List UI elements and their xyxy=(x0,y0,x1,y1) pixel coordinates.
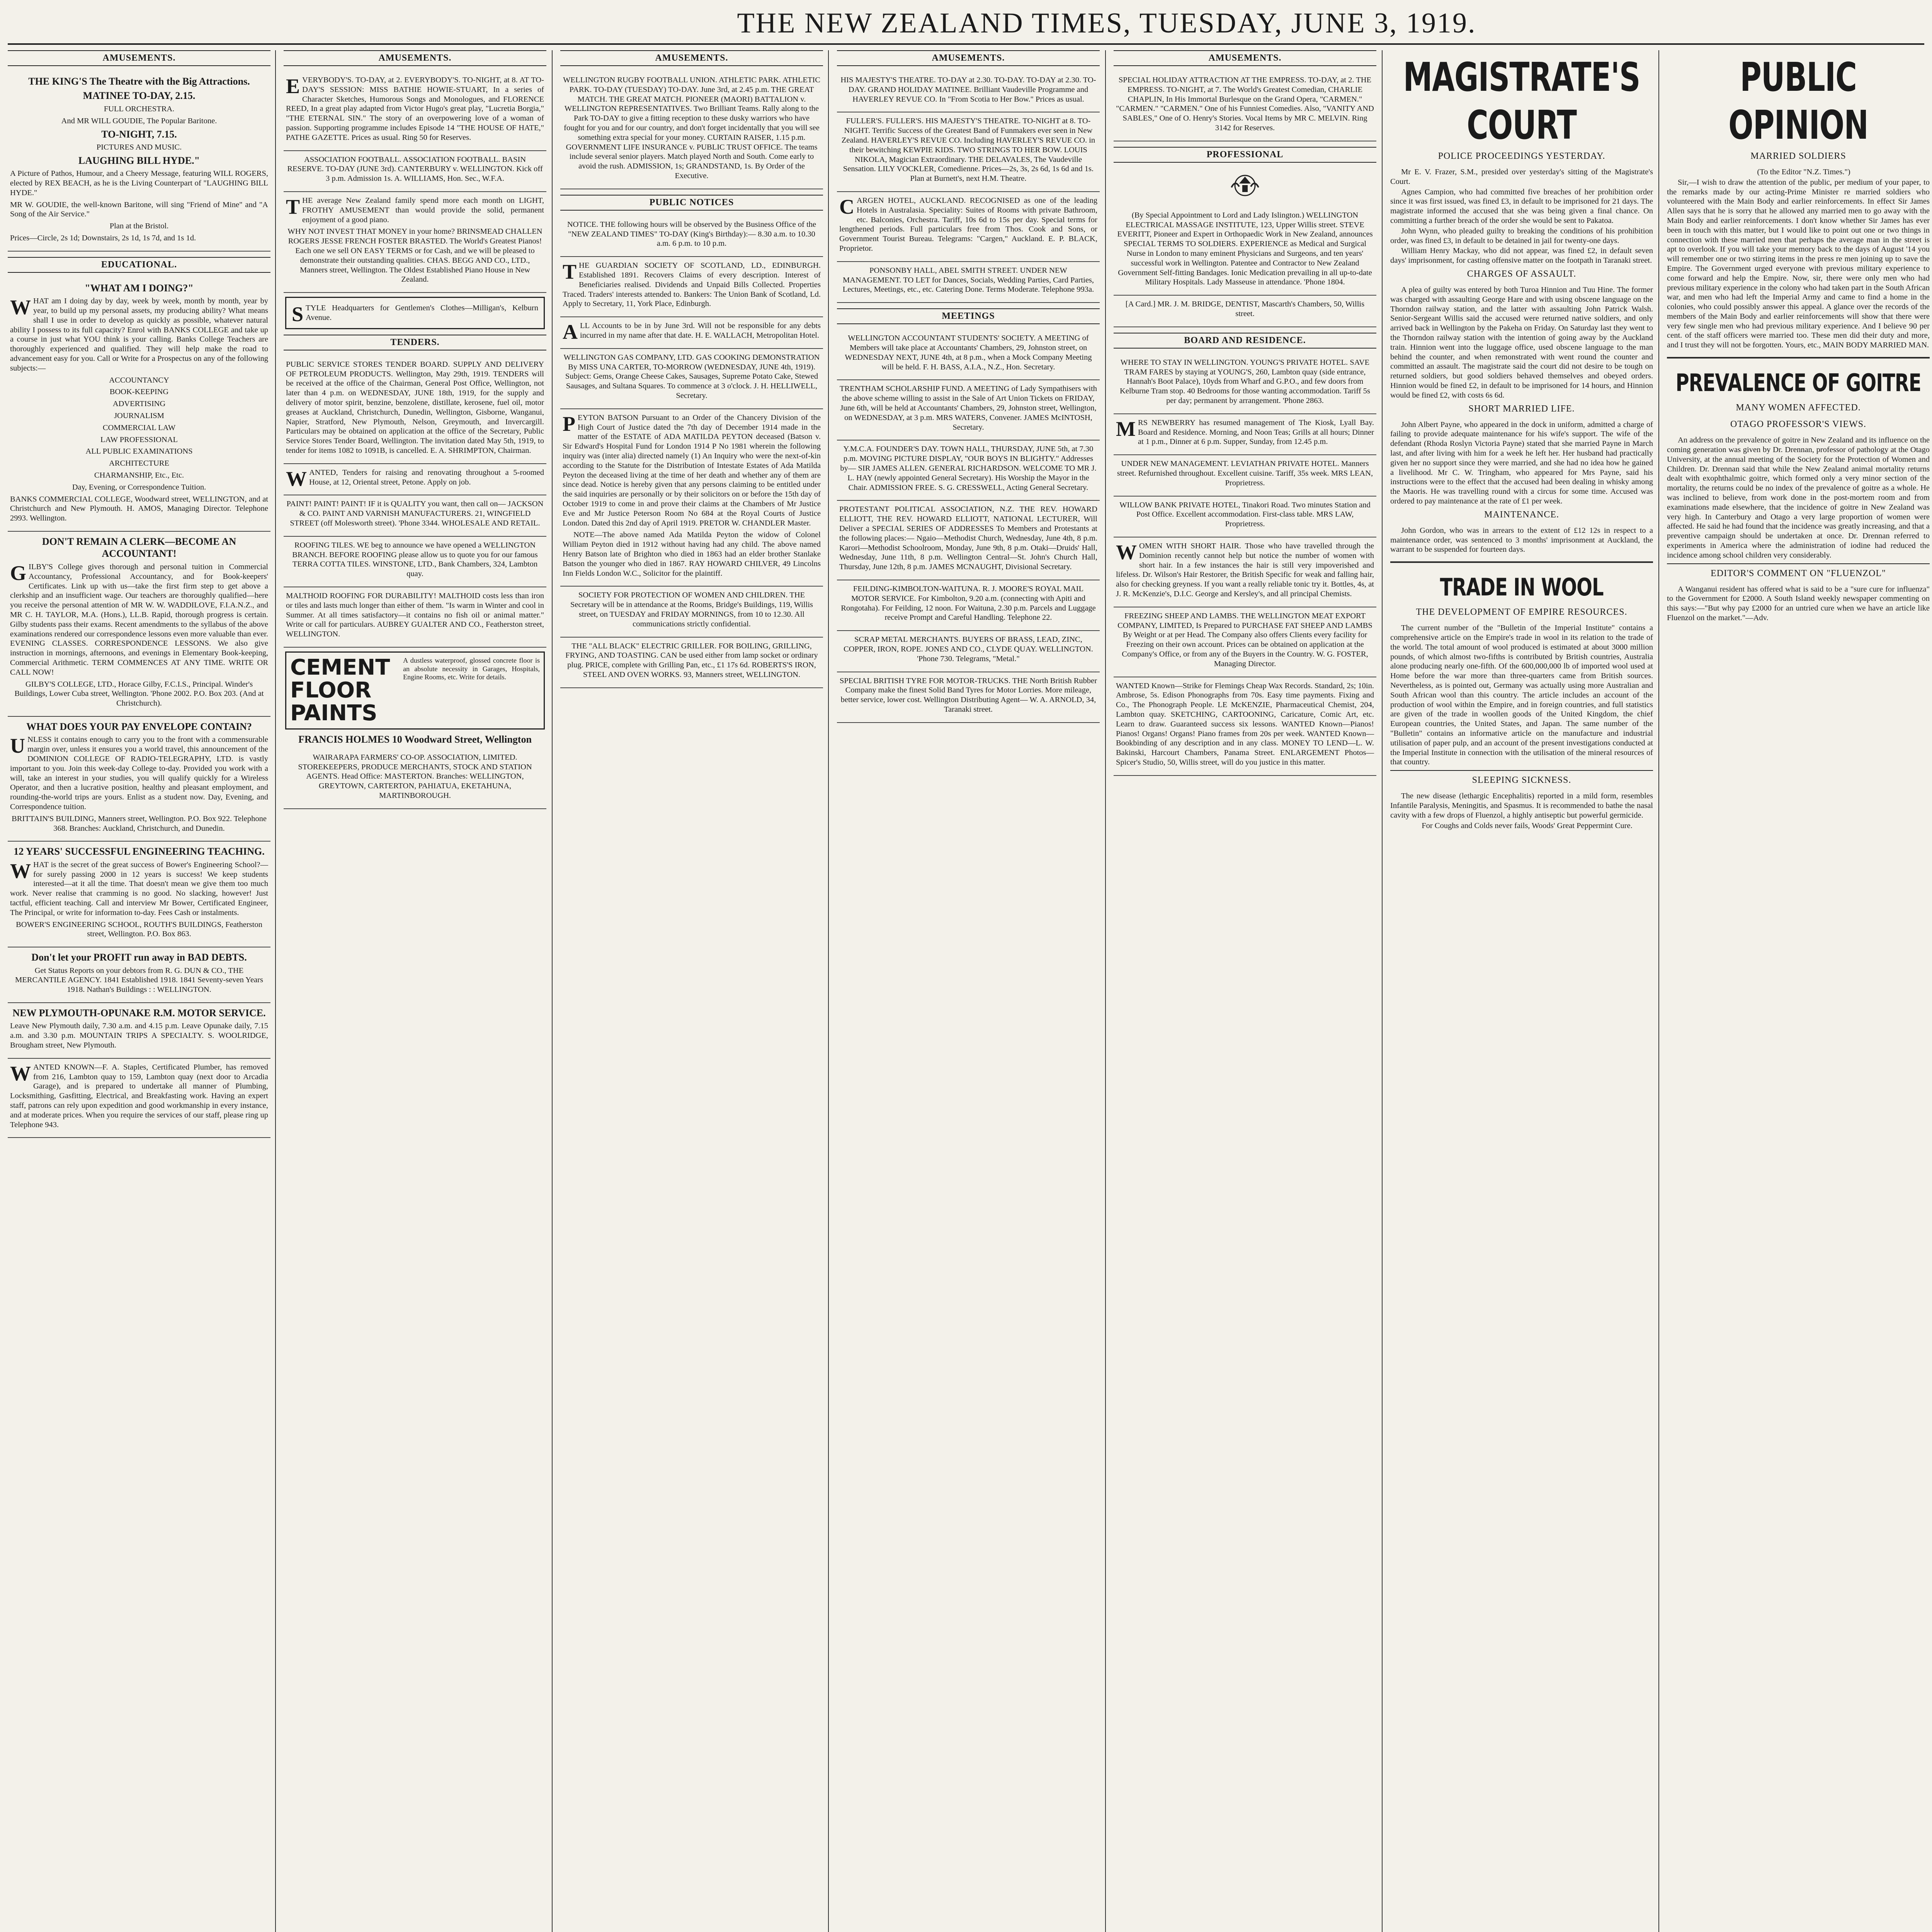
ad-text: NOTICE. THE following hours will be observed by the Business Office of the "NEW ZEALAND TIMES" TO-DAY (King's Birthday):— 8.30 a.m. to 10.30 a.m. 6 p.m. to 10 p.m. xyxy=(567,220,816,248)
article-subheading: THE DEVELOPMENT OF EMPIRE RESOURCES. xyxy=(1416,607,1628,617)
article-subheading: SHORT MARRIED LIFE. xyxy=(1468,403,1575,414)
cement-text: A dustless waterproof, glossed concrete floor is an absolute necessity in Garages, Hospitals, Engine Rooms, etc. Write for details. xyxy=(403,656,540,681)
guardian-society-ad xyxy=(560,257,823,317)
ad-text: FEILDING-KIMBOLTON-WAITUNA. R. J. MOORE'S ROYAL MAIL MOTOR SERVICE. For Kimbolton, 9.20 a.m. (connecting with Apiti and Rongotaha). For Feilding, 12 noon. For Waituna, 2.30 p.m. Parcels and Luggage receive Prompt and Careful Handling. Telephone 22. xyxy=(841,584,1096,622)
article-subheading: MAINTENANCE. xyxy=(1484,509,1559,520)
motor-service-ad xyxy=(8,1003,270,1059)
ad-text: SOCIETY FOR PROTECTION OF WOMEN AND CHILDREN. THE Secretary will be in attendance at the Rooms, Bridge's Buildings, 119, Willis street, on TUESDAY and FRIDAY MORNINGS, from 10 to 12.30. All communications strictly confidential. xyxy=(570,591,813,628)
ad-line: MATINEE TO-DAY, 2.15. xyxy=(83,90,196,102)
ad-text: WELLINGTON GAS COMPANY, LTD. GAS COOKING DEMONSTRATION By MISS UNA CARTER, TO-MORROW (WEDNESDAY, JUNE 4th, 1919). Subject: Gems, Orange Cheese Cakes, Sausages, Supreme Potato Cake, Stewed Sausages, and Sultana Squares. To commence at 3 o'clock. J. H. HELLIWELL, Secretary. xyxy=(563,353,820,400)
bowers-school-ad xyxy=(8,842,270,947)
ad-text: HIS MAJESTY'S THEATRE. TO-DAY at 2.30. TO-DAY. TO-DAY at 2.30. TO-DAY. GRAND HOLIDAY MATINEE. Brilliant Vaudeville Programme and HAVERLEY REVUE CO. In "From Scotia to Her Bow." Prices as usual. xyxy=(840,76,1096,104)
trentham-fund-notice xyxy=(837,380,1100,440)
roofing-tiles-ad xyxy=(284,537,546,587)
piano-ad xyxy=(284,192,546,293)
newspaper-title: THE NEW ZEALAND TIMES, TUESDAY, JUNE 3, 1919. xyxy=(737,7,1476,39)
ad-text: ASSOCIATION FOOTBALL. ASSOCIATION FOOTBALL. BASIN RESERVE. TO-DAY (JUNE 3rd). CANTERBURY v. WELLINGTON. Kick off 3 p.m. Admission 1s. A. WILLIAMS, Hon. Sec., W.F.A. xyxy=(287,155,543,183)
ad-text: WELLINGTON ACCOUNTANT STUDENTS' SOCIETY. A MEETING of Members will take place at Accountants' Chambers, 29, Johnston street, on WEDNESDAY NEXT, JUNE 4th, at 8 p.m., when a Mock Company Meeting will be held. F. H. BASS, A.I.A., N.Z., Hon. Secretary. xyxy=(845,334,1092,371)
ad-heading: 12 YEARS' SUCCESSFUL ENGINEERING TEACHING. xyxy=(14,846,265,857)
malthoid-ad xyxy=(284,587,546,648)
small-ads xyxy=(1114,677,1376,776)
ad-line: And MR WILL GOUDIE, The Popular Baritone. xyxy=(61,116,217,125)
accountant-society-notice xyxy=(837,330,1100,380)
column-divider xyxy=(552,50,553,1932)
subject-item: ADVERTISING xyxy=(112,400,166,408)
ad-text: WHAT am I doing day by day, week by week, month by month, year by year, to build up my personal assets, my producing ability? What means shall I use in order to develop as quickly as possible, whatever natural ability I possess to its full capacity? Enrol with BANKS COLLEGE and take up a course in just what YOU think is your calling. Banks College Teachers are thoroughly experienced and qualified. They will help make the road to advancement easy for you. Call or Write for a Prospectus on any of the following subjects:— xyxy=(10,296,268,372)
article-subheading: CHARGES OF ASSAULT. xyxy=(1467,269,1577,279)
masthead-rule xyxy=(8,43,1924,45)
subject-item: CHARMANSHIP, Etc., Etc. xyxy=(94,471,184,480)
article-subheading: OTAGO PROFESSOR'S VIEWS. xyxy=(1730,419,1867,430)
notice-ad xyxy=(560,216,823,257)
rugby-ad xyxy=(560,71,823,189)
ad-line: A Picture of Pathos, Humour, and a Cheery Message, featuring WILL ROGERS, elected by REX BEACH, as he is the Living Counterpart of "LAUGHING BILL HYDE." xyxy=(10,169,268,197)
column-divider xyxy=(1105,50,1106,1932)
ad-address: BANKS COMMERCIAL COLLEGE, Woodward street, WELLINGTON, and at Christchurch and New Plymouth. H. AMOS, Managing Director. Telephone 2993. Wellington. xyxy=(10,495,268,523)
column-divider xyxy=(828,50,829,1932)
column-5 xyxy=(1114,50,1376,1932)
ad-text: WELLINGTON RUGBY FOOTBALL UNION. ATHLETIC PARK. ATHLETIC PARK. TO-DAY (TUESDAY) TO-DAY. June 3rd, at 2.45 p.m. THE GREAT MATCH. THE GREAT MATCH. PIONEER (MAORI) BATTALION v. WELLINGTON REPRESENTATIVES. Two Brilliant Teams. Rally along to the Park TO-DAY to give a fitting reception to these dusky warriors who have fought for you and for our country, and don't forget incidentally that you will see something extra special for your money. CURTAIN RAISER, 1.15 p.m. GOVERNMENT LIFE INSURANCE v. PUBLIC TRUST OFFICE. The teams include several senior players. Match played North and South. Come early to avoid the rush. ADMISSION, 1s; GRANDSTAND, 1s. By Order of the Executive. xyxy=(563,76,820,180)
column-divider xyxy=(1658,50,1659,1932)
ad-text: PONSONBY HALL, ABEL SMITH STREET. UNDER NEW MANAGEMENT. TO LET for Dances, Socials, Wedding Parties, Card Parties, Lectures, Meetings, etc., etc. Catering Done. Terms Moderate. Telephone 993a. xyxy=(842,266,1094,294)
article-paragraph: Agnes Campion, who had committed five breaches of her prohibition order since it was first issued, was fined £3, in default to be imprisoned for 21 days. The magistrate informed the accused that she was being given a final chance. On committing a further breach of the order she would be sent to Pakatoa. xyxy=(1390,187,1653,225)
ad-text: WHAT is the secret of the great success of Bower's Engineering School?—for surely passing 2000 in 12 years is success! We keep students interested—at it all the time. That doesn't mean we give them too much work. Never realise that cramming is no good. No slacking, however! Just tactful, efficient teaching. Call and interview Mr Bower, Certificated Engineer, The Principal, or write for information to-day. Fees Cash or instalments. xyxy=(10,859,268,917)
subject-item: ARCHITECTURE xyxy=(109,459,170,468)
ad-text: WANTED Known—Strike for Flemings Cheap Wax Records. Standard, 2s; 10in. Ambrose, 5s. Edison Phonographs from 70s. Easy time payments. Fixing and Co., The Phonograph People. LE McKENZIE, Pharmaceutical Chemist, 204, Lambton quay. SKETCHING, CARTOONING, Caricature, Comic Art, etc. Learn to draw. Guaranteed success six lessons. WANTED Known—Pianos! Pianos! Organs! Organs! Piano frames from 20s per week. WANTED Known—Bookbinding of any description and in any class. MONEY TO LEND—L. W. Bakinski, Harcourt Chambers, Panama Street. ENLARGEMENT Photos—Spicer's Studio, 50, Willis street, will do you justice in this matter. xyxy=(1116,681,1374,767)
ad-text: WILLOW BANK PRIVATE HOTEL, Tinakori Road. Two minutes Station and Post Office. Excellent accommodation. First-class table. MRS LAW, Proprietress. xyxy=(1119,500,1371,529)
ad-heading: DON'T REMAIN A CLERK—BECOME AN ACCOUNTANT! xyxy=(42,536,236,560)
ad-text: GILBY'S College gives thorough and personal tuition in Commercial Accountancy, Professional Accountancy, and for Book-keepers' Certificates. Link up with us—take the first firm step to get above a clerkship and an insufficient wage. Our teachers are thoroughly qualified—here you receive the personal attention of MR W. W. WADDILOVE, F.I.A.N.Z., and MR C. H. TAYLOR, M.A. (Hons.), LL.B. Rapid, thorough progress is certain. Gilby students pass their exams. Recent amendments to the syllabus of the above examinations rendered our correspondence lessons even more valuable than ever. EVENING CLASSES. CORRESPONDENCE LESSONS. We also give instruction in mornings, afternoons, and evenings in Elementary Book-keeping, Commercial Arithmetic. TERM COMMENCES AT ANY TIME. WRITE OR CALL NOW! xyxy=(10,561,268,677)
ad-heading: WHAT DOES YOUR PAY ENVELOPE CONTAIN? xyxy=(26,721,252,732)
section-heading: AMUSEMENTS. xyxy=(837,50,1100,66)
ad-heading: NEW PLYMOUTH-OPUNAKE R.M. MOTOR SERVICE. xyxy=(12,1007,266,1019)
article-paragraph: The new disease (lethargic Encephalitis) reported in a mild form, resembles Infantile Paralysis, Meningitis, and Spasmus. It is recommended to bathe the nasal cavity with a few drops of Fluenzol, a highly antiseptic but powerful germicide. xyxy=(1390,792,1653,820)
ad-text: [A Card.] MR. J. M. BRIDGE, DENTIST, Mascarth's Chambers, 50, Willis street. xyxy=(1125,300,1365,318)
empress-ad xyxy=(1114,71,1376,141)
letter-address: (To the Editor "N.Z. Times.") xyxy=(1757,167,1850,176)
masthead xyxy=(0,0,1932,43)
griller-ad xyxy=(560,638,823,688)
article-paragraph: The current number of the "Bulletin of the Imperial Institute" contains a comprehensive article on the Empire's trade in wool in its relation to the trade of the world. The total amount of wool produced is estimated at about 3000 million pounds, of which almost two-fifths is contributed by British countries, Australia alone producing nearly one-fifth. Of the 600,000,000 lb of imported wool used at Home before the war more than three-quarters came from British sources. Nevertheless, as is pointed out, Germany was actually using more Australian and South African wool than this country. The article includes an account of the production of wool within the Empire, and in foreign countries, and full statistics are given of the trade in woollen goods of the United Kingdom, the chief European countries, the United States, and Japan. The same number of the "Bulletin" contains an informative article on the manufacture and industrial utilisation of paper pulp, and an account of the present investigations conducted at the Imperial Institute in connection with the utilisation of the mineral resources of that country. xyxy=(1390,624,1653,767)
ad-line: TO-NIGHT, 7.15. xyxy=(101,128,177,140)
youngs-hotel-ad xyxy=(1114,354,1376,414)
protestant-association-notice xyxy=(837,501,1100,580)
subject-item: LAW PROFESSIONAL xyxy=(100,435,178,444)
ad-text: FREEZING SHEEP AND LAMBS. THE WELLINGTON MEAT EXPORT COMPANY, LIMITED, Is Prepared to PURCHASE FAT SHEEP AND LAMBS By Weight or at per Head. The Company also offers Clients every facility for Freezing on their own account. Prices can be obtained on application at the Company's Office, or from any of the Buyers in the Country. W. G. FOSTER, Managing Director. xyxy=(1117,611,1372,668)
section-heading: PUBLIC NOTICES xyxy=(560,195,823,211)
ad-address: BRITTAIN'S BUILDING, Manners street, Wellington. P.O. Box 922. Telephone 368. Branches: Auckland, Christchurch, and Dunedin. xyxy=(12,814,267,833)
article-paragraph: John Wynn, who pleaded guilty to breaking the conditions of his prohibition order, was fined £3, in default to be detained in jail for twenty-one days. xyxy=(1390,226,1653,245)
gas-company-ad xyxy=(560,349,823,409)
ad-line: MR W. GOUDIE, the well-known Baritone, will sing "Friend of Mine" and "A Song of the Air Service." xyxy=(10,200,268,219)
section-heading: AMUSEMENTS. xyxy=(8,50,270,66)
mail-service-ad xyxy=(837,580,1100,631)
ad-line: FULL ORCHESTRA. xyxy=(104,104,175,113)
massage-institute-ad xyxy=(1114,207,1376,296)
ad-text: PUBLIC SERVICE STORES TENDER BOARD. SUPPLY AND DELIVERY OF PETROLEUM PRODUCTS. Wellington, May 29th, 1919. TENDERS will be received at the office of the Chairman, General Post Office, Wellington, not later than 4 p.m. on WEDNESDAY, JUNE 18th, 1919, for the supply and delivery of motor spirit, benzine, benzolene, distillate, kerosene, fuel oil, motor greases at Auckland, Christchurch, Dunedin, Wellington, Gisborne, Wanganui, Napier, Stratford, New Plymouth, Nelson, Greymouth, and Invercargill. Particulars may be obtained on application at the office of the Secretary, Public Service Stores Tender Board, Wellington. The invitation dated May 5th, 1919, to tender for items 1082 to 1091B, is cancelled. E. A. SHRIMPTON, Chairman. xyxy=(286,360,544,455)
ad-text: ROOFING TILES. WE beg to announce we have opened a WELLINGTON BRANCH. BEFORE ROOFING please allow us to quote you for our famous TERRA COTTA TILES. WINSTONE, LTD., Bank Chambers, 324, Lambton quay. xyxy=(292,541,538,578)
cement-paint-ad xyxy=(285,651,545,730)
ad-text: WOMEN WITH SHORT HAIR. Those who have travelled through the Dominion recently cannot help but notice the number of women with short hair. In a few instances the hair is still very impoverished and lifeless. Dr. Wilson's Hair Restorer, the British Specific for weak and falling hair, also for checking greyness. If you want a really reliable tonic try it. Bottles, 4s, at J. R. McKenzie's, D.I.C. George and Kersley's, and all principal Chemists. xyxy=(1116,541,1374,598)
ad-address: BOWER'S ENGINEERING SCHOOL, ROUTH'S BUILDINGS, Featherston street, Wellington. P.O. Box 863. xyxy=(16,920,262,939)
willow-bank-ad xyxy=(1114,497,1376,537)
style-ad xyxy=(285,297,545,329)
column-divider xyxy=(275,50,276,1932)
radio-college-ad xyxy=(8,717,270,842)
ad-line: Prices—Circle, 2s 1d; Downstairs, 2s 1d, 1s 7d, and 1s 1d. xyxy=(10,234,196,243)
article-paragraph: For Coughs and Colds never fails, Woods' Great Peppermint Cure. xyxy=(1422,821,1633,830)
ad-text: (By Special Appointment to Lord and Lady Islington.) WELLINGTON ELECTRICAL MASSAGE INSTITUTE, 123, Upper Willis street. STEVE EVERITT, Pioneer and Expert in Orthopaedic Work in New Zealand, announces SPECIAL TERMS TO SOLDIERS. EXPERIENCE as Medical and Surgical Nurse in London to many eminent Physicians and Surgeons, and ten years' successful work in Wellington. Patentee and Contractor to New Zealand Government Self-fitting Bandages. Ionic Medication prevailing in all up-to-date Military Hospitals. Lady Masseuse in attendance. 'Phone 1804. xyxy=(1117,211,1373,287)
cement-address: FRANCIS HOLMES 10 Woodward Street, Wellington xyxy=(298,734,532,745)
ad-heading: "WHAT AM I DOING?" xyxy=(85,282,194,294)
scrap-metal-ad xyxy=(837,631,1100,672)
ad-text: Leave New Plymouth daily, 7.30 a.m. and 4.15 p.m. Leave Opunake daily, 7.15 a.m. and 3.30 p.m. MOUNTAIN TRIPS A SPECIALTY. S. WOOLRIDGE, Brougham street, New Plymouth. xyxy=(10,1022,268,1050)
section-heading: TENDERS. xyxy=(284,335,546,350)
article-paragraph: A plea of guilty was entered by both Turoa Hinnion and Tuu Hine. The former was charged with assaulting George Hare and with using obscene language on the Thorndon railway station, and the latter with assaulting John Patrick Walsh. Senior-Sergeant Willis said the accused were returned native soldiers, and only arrived back in Wellington by the Pakeha on Friday. On Saturday last they went to the Thorndon railway station with the intention of going away by the Auckland train. Hinnion went into the luggage office, used obscene language to the man behind the counter, and when remonstrated with went round the counter and committed an assault. The magistrate said the court did not desire to be tough on returned soldiers, but good soldiers behaved themselves and obeyed orders. Hinnion would be fined £2, in default to be imprisoned for 14 hours, and Hinnion would be fined £2, with costs 6s 6d. xyxy=(1390,285,1653,400)
ymca-notice xyxy=(837,440,1100,501)
section-heading: PROFESSIONAL xyxy=(1114,147,1376,163)
kiosk-ad xyxy=(1114,414,1376,455)
article-subheading: MARRIED SOLDIERS xyxy=(1750,151,1846,161)
ad-text: MALTHOID ROOFING FOR DURABILITY! MALTHOID costs less than iron or tiles and lasts much longer than either of them. "Is warm in Winter and cool in Summer. At all times satisfactory—it contains no fish oil or animal matter." Write or call for particulars. AUBREY GUALTER AND CO., Featherston street, WELLINGTON. xyxy=(286,591,544,639)
ad-line: PICTURES AND MUSIC. xyxy=(96,143,182,151)
cement-heading: CEMENT FLOOR PAINTS xyxy=(290,655,390,726)
society-notice xyxy=(560,587,823,637)
public-opinion-heading: PUBLIC OPINION xyxy=(1728,54,1868,148)
ad-text: ALL Accounts to be in by June 3rd. Will not be responsible for any debts incurred in my name after that date. H. E. WALLACH, Metropolitan Hotel. xyxy=(563,320,821,344)
ad-text: EVERYBODY'S. TO-DAY, at 2. EVERYBODY'S. TO-NIGHT, at 8. AT TO-DAY'S SESSION: MISS BATHIE HOWIE-STUART, In a series of Character Sketches, Humorous Songs and Monologues, and FLORENCE REED, In a great play adapted from Victor Hugo's great play, "Lucretia Borgia," "THE ETERNAL SIN." The story of an overpowering love of a woman of passion. Supporting programme includes Episode 14 "THE HOUSE OF HATE," PATHE GAZETTE. Prices as usual. Ring 50 for Reserves. xyxy=(286,75,544,142)
ad-text: WANTED, Tenders for raising and renovating throughout a 5-roomed House, at 12, Oriental street, Petone. Apply on job. xyxy=(286,467,544,490)
section-heading: AMUSEMENTS. xyxy=(1114,50,1376,66)
ad-text: WAIRARAPA FARMERS' CO-OP. ASSOCIATION, LIMITED. STOREKEEPERS, PRODUCE MERCHANTS, STOCK AND STATION AGENTS. Head Office: MASTERTON. Branches: WELLINGTON, GREYTOWN, CARTERTON, PAHIATUA, EKETAHUNA, MARTINBOROUGH. xyxy=(298,753,532,800)
ad-text: SPECIAL HOLIDAY ATTRACTION AT THE EMPRESS. TO-DAY, at 2. THE EMPRESS. TO-NIGHT, at 7. The World's Greatest Comedian, CHARLIE CHAPLIN, In His Immortal Burlesque on the Grand Opera, "CARMEN." "CARMEN." "CARMEN." One of his Funniest Comedies. Also, "VANITY AND SABLES," One of O. Henry's Stories. Vocal Items by MR C. MELVIN. Ring 3142 for Reserves. xyxy=(1116,76,1374,133)
wairarapa-ad xyxy=(284,749,546,809)
trade-in-wool-heading: TRADE IN WOOL xyxy=(1390,561,1653,602)
ad-text: THE GUARDIAN SOCIETY OF SCOTLAND, LD., EDINBURGH. Established 1891. Recovers Claims of every description. Interest of Beneficiaries realised. Dividends and Unpaid Bills Collected. Properties Traced. Traders' interests attended to. Bankers: The Union Bank of Scotland, Ld. Apply to Secretary, 11, York Place, Edinburgh. xyxy=(563,260,821,308)
column-1 xyxy=(8,50,270,1932)
ad-text: NOTE—The above named Ada Matilda Peyton the widow of Colonel William Peyton died in 1912 without having had any child. The above named Henry Batson late of Brighton who died in 1863 had an elder brother Stanlake Batson the younger who died in 1867. RAY HOWARD CHILVER, 49 Lincolns Inn Fields London W.C., Solicitor for the plaintiff. xyxy=(563,531,821,578)
ad-text: TRENTHAM SCHOLARSHIP FUND. A MEETING of Lady Sympathisers with the above scheme willing to assist in the Sale of Art Union Tickets on FRIDAY, June 6th, will be held at Accountants' Chambers, 29, Johnston street, Wellington, on WEDNESDAY, at 3 p.m. MRS WATERS, Convener. JAMES McINTOSH, Secretary. xyxy=(839,384,1097,432)
article-subheading: POLICE PROCEEDINGS YESTERDAY. xyxy=(1438,151,1605,161)
ad-text: THE "ALL BLACK" ELECTRIC GRILLER. FOR BOILING, GRILLING, FRYING, AND TOASTING. CAN be used either from lamp socket or ordinary plug. PRICE, complete with Grilling Pan, etc., £1 17s 6d. ROBERTS'S IRON, STEEL AND OVEN WORKS. 93, Manners street, WELLINGTON. xyxy=(565,641,818,679)
ad-text: Get Status Reports on your debtors from R. G. DUN & CO., THE MERCANTILE AGENCY. 1841 Established 1918. 1841 Seventy-seven Years 1918. Nathan's Buildings : : WELLINGTON. xyxy=(15,966,263,994)
ad-text: CARGEN HOTEL, AUCKLAND. RECOGNISED as one of the leading Hotels in Australasia. Speciality: Suites of Rooms with private Bathroom, etc. Balconies, Orchestra. Tariff, 10s 6d to 15s per day. Special terms for lengthened periods. Full particulars free from Thos. Cook and Sons, or Government Tourist Bureau. Telegrams: "Cargen," Auckland. E. P. BLACK, Proprietor. xyxy=(839,195,1097,253)
article-subheading: MANY WOMEN AFFECTED. xyxy=(1736,403,1861,413)
column-6 xyxy=(1390,50,1653,1932)
football-ad xyxy=(284,151,546,192)
goitre-heading: PREVALENCE OF GOITRE xyxy=(1667,357,1930,398)
subject-item: ALL PUBLIC EXAMINATIONS xyxy=(85,447,193,456)
column-7 xyxy=(1667,50,1930,1932)
ad-text: SCRAP METAL MERCHANTS. BUYERS OF BRASS, LEAD, ZINC, COPPER, IRON, ROPE. JONES AND CO., CLYDE QUAY. WELLINGTON. 'Phone 730. Telegrams, "Metal." xyxy=(844,635,1093,663)
meat-export-ad xyxy=(1114,607,1376,677)
ad-text: WANTED KNOWN—F. A. Staples, Certificated Plumber, has removed from 216, Lambton quay to 159, Lambton quay (next door to Arcadia Garage), and is prepared to undertake all manner of Plumbing, Locksmithing, Gasfitting, Electrical, and Breakfasting work. Having an expert staff, patrons can rely upon expedition and good workmanship in every instance, and at moderate prices. When you require the services of our staff, please ring up Telephone 943. xyxy=(10,1061,268,1129)
ad-text: STYLE Headquarters for Gentlemen's Clothes—Milligan's, Kelburn Avenue. xyxy=(292,303,538,326)
section-heading: MEETINGS xyxy=(837,308,1100,324)
section-heading: AMUSEMENTS. xyxy=(560,50,823,66)
kings-theatre-ad xyxy=(8,71,270,252)
tender-ad xyxy=(284,356,546,464)
majesty-theatre-ad xyxy=(837,71,1100,112)
section-heading: AMUSEMENTS. xyxy=(284,50,546,66)
ad-line: LAUGHING BILL HYDE." xyxy=(78,155,200,166)
article-paragraph: John Albert Payne, who appeared in the dock in uniform, admitted a charge of failing to provide adequate maintenance for his wife's support. The wife of the defendant (Rhoda Roslyn Victoria Payne) stated that she married Payne in March last, and after living with him for a week he left her. Her husband had practically given her no support since they were married, and she had no idea how he gained a livelihood. Mr C. W. Tringham, who appeared for Mrs Payne, said his instructions were to the effect that the accused had been dealing in whisky among the Maoris. He was travelling round with a circus for some time. Accused was ordered to pay maintenance at the rate of £1 per week. xyxy=(1390,420,1653,505)
article-paragraph: An address on the prevalence of goitre in New Zealand and its influence on the coming generation was given by Dr. Drennan, professor of pathology at the Otago University, at the annual meeting of the Society for the Protection of Women and Children. Dr. Drennan said that while the New Zealand animal mortality returns dealt with exophthalmic goitre, which formed only a very minor section of the mortality, the returns could be no index of the prevalence of goitre as a whole. He was inclined to believe, from work done in the post-mortem room and from examinations made elsewhere, that the incidence of goitre in New Zealand was very high. In Canterbury and Otago a very large proportion of women were affected. He said he had found that the incidence was greatly increasing, and that a preventive campaign should be undertaken at once. Dr. Drennan referred to experiments in America where the administration of iodine had reduced the incidence among school children very considerably. xyxy=(1667,436,1930,560)
article-paragraph: Mr E. V. Frazer, S.M., presided over yesterday's sitting of the Magistrate's Court. xyxy=(1390,167,1653,186)
column-divider xyxy=(1382,50,1383,1932)
article-paragraph: Sir,—I wish to draw the attention of the public, per medium of your paper, to the remarks made by our acting-Prime Minister re married soldiers who volunteered with the Main Body and earlier reinforcements. In effect Sir James Allen says that he is sorry that he allowed any married men to go away with the Main Body and earlier reinforcements. I don't know whether Sir James has ever been in touch with this matter, but I would like to point out one or two things in connection with these married men that perhaps the average man in the street is apt to overlook. If you will take your memory back to the days of August '14 you will remember one or two stirring items in the press re men joining up to save the Empire. The Government urged everyone with previous military experience to come forward and help the Empire. Now, sir, there were only men who had previous military experience in the colony who had taken part in the South African war, and men who had left the Imperial Army and came to find a home in the colonies, who could possibly answer this appeal. A glance over the records of the members of the Main Body and earlier reinforcements will show that there were very few single men who had previous military experience. And I believe 90 per cent. of the staff officers were married too. These men did their duty and more, and I trust they will not be forgotten. Yours, etc., MAIN BODY MARRIED MAN. xyxy=(1667,178,1930,350)
ad-text: UNLESS it contains enough to carry you to the front with a commensurable margin over, unless it ensures you a world travel, this announcement of the DOMINION COLLEGE OF RADIO-TELEGRAPHY, LTD. is vastly important to you. Join this week-day College to-day. Provided you work with a will, take an interest in your studies, you will qualify quickly for a Wireless Operator, and then a lucrative position, healthy and pleasant employment, and rounding-the-world trips are yours. Enlist as a student now. Day, Evening, and Correspondence tuition. xyxy=(10,734,268,811)
ad-text: WHY NOT INVEST THAT MONEY in your home? BRINSMEAD CHALLEN ROGERS JESSE FRENCH FOSTER BRASTED. The World's Greatest Pianos! Each one we sell ON EASY TERMS or for Cash, and we will be pleased to demonstrate their outstanding qualities. CHAS. BEGG AND CO., LTD., Manners street, Wellington. The Oldest Established Piano House in New Zealand. xyxy=(287,227,543,284)
column-4 xyxy=(837,50,1100,1932)
ad-text: UNDER NEW MANAGEMENT. LEVIATHAN PRIVATE HOTEL. Manners street. Refurnished throughout. Excellent cuisine. Tariff, 35s week. MRS LEAN, Proprietress. xyxy=(1117,459,1373,487)
accounts-notice xyxy=(560,317,823,349)
paint-ad xyxy=(284,495,546,536)
article-paragraph: John Gordon, who was in arrears to the extent of £12 12s in respect to a maintenance order, was sentenced to 3 months' imprisonment at Auckland, the warrant to be suspended for fourteen days. xyxy=(1390,526,1653,554)
gilby-college-ad xyxy=(8,532,270,717)
ad-text: PROTESTANT POLITICAL ASSOCIATION, N.Z. THE REV. HOWARD ELLIOTT, THE REV. HOWARD ELLIOTT, NATIONAL LECTURER, Will Deliver a SPECIAL SERIES OF ADDRESSES To Members and Protestants at the following places:— Ngaio—Methodist Church, Wednesday, June 4th, 8 p.m. Karori—Methodist Schoolroom, Monday, June 9th, 8 p.m. Otaki—Druids' Hall, Wednesday, June 11th, 8 p.m. Wellington Central—St. John's Church Hall, Thursday, June 12th, 8 p.m. JAMES MCNAUGHT, Divisional Secretary. xyxy=(839,505,1097,571)
ad-text: Y.M.C.A. FOUNDER'S DAY. TOWN HALL, THURSDAY, JUNE 5th, at 7.30 p.m. MOVING PICTURE DISPLAY, "OUR BOYS IN BLIGHTY." Addresses by— SIR JAMES ALLEN. GENERAL RICHARDSON. WELCOME TO MR J. L. HAY (newly appointed General Secretary). His Worship the Mayor in the Chair. ADMISSION FREE. S. G. CRESSWELL, Acting General Secretary. xyxy=(840,445,1097,492)
dentist-card xyxy=(1114,296,1376,327)
magistrates-court-heading: MAGISTRATE'S COURT xyxy=(1403,54,1640,148)
everybodys-ad xyxy=(284,71,546,151)
ad-heading: Don't let your PROFIT run away in BAD DEBTS. xyxy=(31,952,247,963)
ad-text: PEYTON BATSON Pursuant to an Order of the Chancery Division of the High Court of Justice dated the 7th day of December 1914 made in the matter of the ESTATE of ADA MATILDA PEYTON deceased (Batson v. Sir Edward's Hospital Fund for London 1914 P No 1981 wherein the following inquiry was (inter alia) directed namely (1) An Inquiry who were the next-of-kin according to the Statute for the Distribution of Intestate Estates of Ada Matilda Peyton the deceased living at the time of her death and whether any of them are since dead. Notice is hereby given that any persons claiming to be entitled under the said inquiries are personally or by their solicitors on or before the 15th day of October 1919 to come in and prove their claims at the Chambers of Mr Justice Eve and Mr Justice Peterson Room No 684 at the Royal Courts of Justice London. Dated this 2nd day of April 1919. PRETOR W. CHANDLER Master. xyxy=(563,412,821,527)
subject-item: COMMERCIAL LAW xyxy=(102,423,176,432)
section-heading: BOARD AND RESIDENCE. xyxy=(1114,333,1376,349)
tyre-ad xyxy=(837,672,1100,723)
ad-text: SPECIAL BRITISH TYRE FOR MOTOR-TRUCKS. THE North British Rubber Company make the finest Solid Band Tyres for Motor Lorries. More mileage, better service, lower cost. Wellington Distributing Agent— W. A. ARNOLD, 34, Taranaki street. xyxy=(839,676,1097,714)
column-2 xyxy=(284,50,546,1932)
batson-estate-notice xyxy=(560,409,823,587)
cargen-hotel-ad xyxy=(837,192,1100,262)
ad-heading: THE average New Zealand family spend more each month on LIGHT, FROTHY AMUSEMENT than would provide the solid, permanent enjoyment of a good piano. xyxy=(286,195,544,224)
subject-item: JOURNALISM xyxy=(114,412,164,420)
column-3 xyxy=(560,50,823,1932)
ad-line: Plan at the Bristol. xyxy=(109,222,169,231)
ad-line: THE KING'S The Theatre with the Big Attractions. xyxy=(28,76,250,87)
article-paragraph: A Wanganui resident has offered what is said to be a "sure cure for influenza" to the Government for £2000. A South Island weekly newspaper commenting on this says:—"But why pay £2000 for an untried cure when we have an article like Fluenzol on the market."—Adv. xyxy=(1667,585,1930,622)
ad-text: WHERE TO STAY IN WELLINGTON. YOUNG'S PRIVATE HOTEL. SAVE TRAM FARES by staying at YOUNG'S, 260, Lambton quay (side entrance, Hannah's Boot Palace), 10yds from Wharf and G.P.O., and few doors from Kelburne Tram stop. 40 Bedrooms for those wanting accommodation. Tariff 5s per day; permanent by arrangement. 'Phone 2863. xyxy=(1119,358,1371,405)
ad-text: MRS NEWBERRY has resumed management of The Kiosk, Lyall Bay. Board and Residence. Morning, and Noon Teas; Grills at all hours; Dinner at 1 p.m., Dinner at 6 p.m. Supper, Sunday, from 12.45 p.m. xyxy=(1116,417,1374,446)
article-subheading: SLEEPING SICKNESS. xyxy=(1390,770,1653,786)
ad-text: PAINT! PAINT! PAINT! IF it is QUALITY you want, then call on— JACKSON & CO. PAINT AND VARNISH MANUFACTURERS. 21, WINGFIELD STREET (off Molesworth street). 'Phone 3344. WHOLESALE AND RETAIL. xyxy=(286,500,544,527)
subject-item: ACCOUNTANCY xyxy=(109,376,169,384)
plumber-ad xyxy=(8,1059,270,1138)
subject-item: Day, Evening, or Correspondence Tuition. xyxy=(72,483,206,492)
ponsonby-hall-ad xyxy=(837,262,1100,303)
royal-crest-icon xyxy=(1228,168,1262,203)
wanted-tenders-ad xyxy=(284,464,546,496)
banks-college-ad xyxy=(8,278,270,532)
article-paragraph: William Henry Mackay, who did not appear, was fined £2, in default seven days' imprisonment, for casting offensive matter on the footpath in Taranaki street. xyxy=(1390,247,1653,265)
leviathan-hotel-ad xyxy=(1114,455,1376,496)
fullers-ad xyxy=(837,112,1100,192)
hair-restorer-ad xyxy=(1114,537,1376,607)
ad-text: FULLER'S. FULLER'S. HIS MAJESTY'S THEATRE. TO-NIGHT at 8. TO-NIGHT. Terrific Success of the Greatest Band of Funmakers ever seen in New Zealand. HAVERLEY'S REVUE CO. Including HAVERLEY'S REVUE CO. in their bewitching KEWPIE KIDS. TWO STRINGS TO HER BOW. LOUIS NIKOLA, Magician Extraordinary. THE DELAVALES, The Vaudeville Sensation. LILY VOCKLER, Comedienne. Prices—2s, 3s, 2s 6d, 1s 6d and 1s. Plan at Burnett's, next H.M. Theatre. xyxy=(841,117,1095,183)
subject-item: BOOK-KEEPING xyxy=(109,388,169,396)
ad-address: GILBY'S COLLEGE, LTD., Horace Gilby, F.C.I.S., Principal. Winder's Buildings, Lower Cuba street, Wellington. 'Phone 2002. P.O. Box 203. (And at Christchurch). xyxy=(14,680,264,708)
section-heading: EDUCATIONAL. xyxy=(8,257,270,273)
article-subheading: EDITOR'S COMMENT ON "FLUENZOL" xyxy=(1667,563,1930,579)
dun-agency-ad xyxy=(8,947,270,1003)
